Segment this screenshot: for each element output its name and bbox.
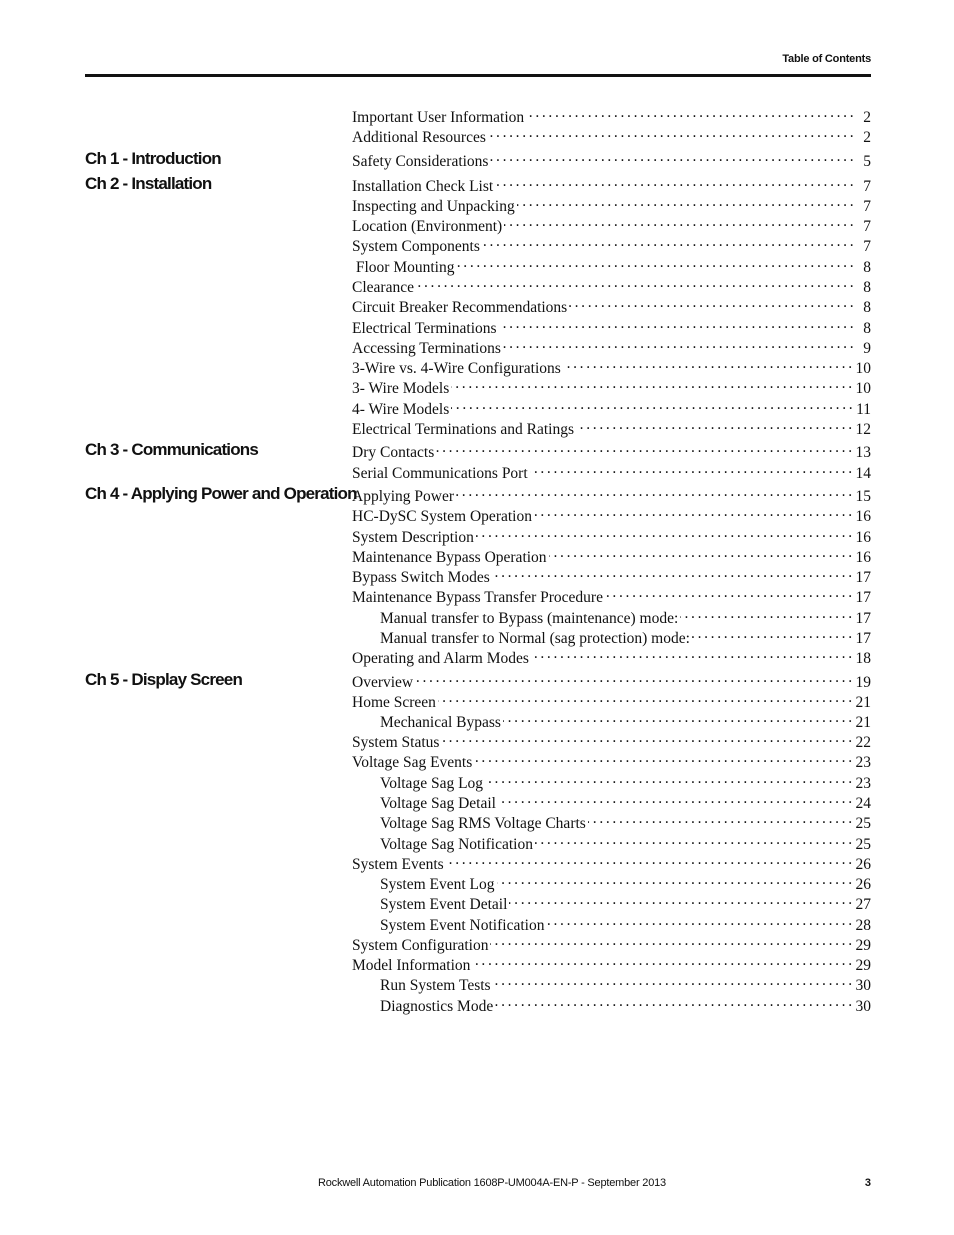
toc-subentry[interactable] bbox=[380, 976, 871, 996]
toc-entry-page: 29 bbox=[855, 957, 871, 974]
toc-dot-leader bbox=[498, 794, 852, 808]
chapter-heading: Ch 2 - Installation bbox=[85, 174, 212, 193]
toc-dot-leader bbox=[692, 629, 852, 643]
toc-entry-page: 23 bbox=[855, 775, 871, 792]
toc-subentry[interactable] bbox=[380, 794, 871, 814]
toc-entry-page: 17 bbox=[855, 630, 871, 647]
toc-dot-leader bbox=[680, 609, 851, 623]
toc-dot-leader bbox=[474, 753, 851, 767]
toc-dot-leader bbox=[492, 568, 852, 582]
toc-entry[interactable] bbox=[352, 400, 871, 420]
toc-entry[interactable] bbox=[352, 649, 871, 669]
toc-dot-leader bbox=[490, 152, 853, 166]
toc-entry-title: Important User Information bbox=[352, 109, 525, 126]
toc-dot-leader bbox=[563, 359, 852, 373]
toc-entry-title: Manual transfer to Bypass (maintenance) mode: bbox=[380, 610, 679, 627]
toc-entry-page: 16 bbox=[855, 508, 871, 525]
toc-entry-title: Clearance bbox=[352, 279, 414, 296]
toc-entry-page: 2 bbox=[863, 109, 871, 126]
toc-dot-leader bbox=[495, 997, 851, 1011]
toc-entry-title: Accessing Terminations bbox=[352, 340, 501, 357]
toc-dot-leader bbox=[497, 875, 852, 889]
toc-entry[interactable] bbox=[352, 197, 871, 217]
chapter-heading: Ch 4 - Applying Power and Operation bbox=[85, 484, 357, 503]
toc-dot-leader bbox=[605, 588, 852, 602]
toc-entry[interactable] bbox=[352, 855, 871, 875]
toc-entry-title: Voltage Sag Events bbox=[352, 754, 473, 771]
toc-entry-title: Voltage Sag RMS Voltage Charts bbox=[380, 815, 586, 832]
footer-page-number: 3 bbox=[864, 1177, 871, 1189]
toc-dot-leader bbox=[530, 464, 852, 478]
toc-entry[interactable] bbox=[352, 936, 871, 956]
toc-entry-page: 26 bbox=[855, 876, 871, 893]
toc-entry-page: 8 bbox=[863, 279, 871, 296]
toc-entry-page: 7 bbox=[863, 218, 871, 235]
toc-dot-leader bbox=[499, 319, 853, 333]
toc-entry-title: Run System Tests bbox=[380, 977, 491, 994]
toc-dot-leader bbox=[436, 443, 851, 457]
toc-subentry[interactable] bbox=[380, 609, 871, 629]
toc-dot-leader bbox=[503, 339, 853, 353]
toc-dot-leader bbox=[546, 916, 851, 930]
toc-entry-page: 17 bbox=[855, 610, 871, 627]
toc-entry-title: Safety Considerations bbox=[352, 153, 489, 170]
toc-entry-title: Location (Environment) bbox=[352, 218, 503, 235]
toc-entry-title: System Description bbox=[352, 529, 474, 546]
toc-subentry[interactable] bbox=[380, 629, 871, 649]
toc-entry[interactable] bbox=[352, 258, 871, 278]
toc-dot-leader bbox=[495, 177, 853, 191]
toc-entry-page: 8 bbox=[863, 320, 871, 337]
toc-dot-leader bbox=[451, 379, 851, 393]
toc-entry-title: Home Screen bbox=[352, 694, 436, 711]
toc-entry-title: Floor Mounting bbox=[352, 259, 455, 276]
toc-entry-page: 15 bbox=[855, 488, 871, 505]
toc-entry-page: 29 bbox=[855, 937, 871, 954]
toc-dot-leader bbox=[476, 528, 852, 542]
toc-entry-title: Overview bbox=[352, 674, 414, 691]
toc-entry[interactable] bbox=[352, 733, 871, 753]
toc-entry[interactable] bbox=[352, 693, 871, 713]
toc-entry-title: Installation Check List bbox=[352, 178, 494, 195]
running-head: Table of Contents bbox=[782, 53, 871, 65]
toc-entry-title: Inspecting and Unpacking bbox=[352, 198, 515, 215]
toc-entry-title: Voltage Sag Detail bbox=[380, 795, 496, 812]
toc-dot-leader bbox=[534, 507, 852, 521]
toc-dot-leader bbox=[490, 936, 851, 950]
toc-entry-page: 5 bbox=[863, 153, 871, 170]
toc-entry-title: Mechanical Bypass bbox=[380, 714, 501, 731]
toc-dot-leader bbox=[535, 835, 852, 849]
toc-entry-title: System Components bbox=[352, 238, 480, 255]
toc-subentry[interactable] bbox=[380, 814, 871, 834]
toc-entry-title: Dry Contacts bbox=[352, 444, 435, 461]
toc-entry-page: 14 bbox=[855, 465, 871, 482]
toc-dot-leader bbox=[526, 108, 853, 122]
toc-entry-page: 30 bbox=[855, 998, 871, 1015]
toc-entry-page: 26 bbox=[855, 856, 871, 873]
toc-entry-title: Manual transfer to Normal (sag protection) mode: bbox=[380, 630, 690, 647]
toc-dot-leader bbox=[517, 197, 853, 211]
chapter-heading: Ch 3 - Communications bbox=[85, 440, 259, 459]
toc-entry[interactable] bbox=[352, 177, 871, 197]
toc-dot-leader bbox=[588, 814, 852, 828]
toc-entry-title: 4- Wire Models bbox=[352, 401, 450, 418]
toc-subentry[interactable] bbox=[380, 997, 871, 1017]
toc-entry-title: Electrical Terminations and Ratings bbox=[352, 421, 575, 438]
toc-entry-title: System Event Detail bbox=[380, 896, 508, 913]
toc-dot-leader bbox=[509, 895, 851, 909]
toc-dot-leader bbox=[451, 400, 852, 414]
toc-entry-page: 17 bbox=[855, 569, 871, 586]
toc-subentry[interactable] bbox=[380, 895, 871, 915]
toc-entry-title: 3-Wire vs. 4-Wire Configurations bbox=[352, 360, 561, 377]
toc-subentry[interactable] bbox=[380, 916, 871, 936]
toc-entry-page: 10 bbox=[855, 380, 871, 397]
toc-entry-page: 8 bbox=[863, 299, 871, 316]
toc-entry-title: System Status bbox=[352, 734, 440, 751]
toc-entry[interactable] bbox=[352, 379, 871, 399]
toc-entry[interactable] bbox=[352, 128, 871, 148]
toc-dot-leader bbox=[485, 774, 851, 788]
toc-entry[interactable] bbox=[352, 673, 871, 693]
toc-entry[interactable] bbox=[352, 359, 871, 379]
toc-entry-title: 3- Wire Models bbox=[352, 380, 450, 397]
toc-dot-leader bbox=[415, 673, 851, 687]
toc-entry-page: 7 bbox=[863, 198, 871, 215]
toc-dot-leader bbox=[488, 128, 853, 142]
toc-entry-page: 16 bbox=[855, 529, 871, 546]
toc-dot-leader bbox=[441, 733, 851, 747]
toc-subentry[interactable] bbox=[380, 774, 871, 794]
header-rule bbox=[85, 74, 871, 77]
toc-entry-title: Serial Communications Port bbox=[352, 465, 528, 482]
toc-entry-page: 17 bbox=[855, 589, 871, 606]
toc-entry-page: 8 bbox=[863, 259, 871, 276]
toc-dot-leader bbox=[482, 237, 853, 251]
toc-entry-page: 19 bbox=[855, 674, 871, 691]
toc-dot-leader bbox=[472, 956, 851, 970]
toc-entry-page: 21 bbox=[855, 714, 871, 731]
toc-entry[interactable] bbox=[352, 528, 871, 548]
toc-entry[interactable] bbox=[352, 420, 871, 440]
chapter-heading: Ch 5 - Display Screen bbox=[85, 670, 243, 689]
toc-entry-title: Maintenance Bypass Transfer Procedure bbox=[352, 589, 603, 606]
toc-entry-title: Diagnostics Mode bbox=[380, 998, 494, 1015]
toc-dot-leader bbox=[446, 855, 852, 869]
toc-entry-page: 9 bbox=[863, 340, 871, 357]
toc-dot-leader bbox=[531, 649, 852, 663]
toc-entry-title: Voltage Sag Log bbox=[380, 775, 484, 792]
toc-subentry[interactable] bbox=[380, 713, 871, 733]
toc-subentry[interactable] bbox=[380, 835, 871, 855]
toc-dot-leader bbox=[503, 713, 852, 727]
toc-entry-page: 30 bbox=[855, 977, 871, 994]
toc-entry-title: HC-DySC System Operation bbox=[352, 508, 532, 525]
toc-entry-page: 23 bbox=[855, 754, 871, 771]
toc-entry[interactable] bbox=[352, 464, 871, 484]
toc-entry-title: Applying Power bbox=[352, 488, 455, 505]
toc-entry-page: 16 bbox=[855, 549, 871, 566]
toc-dot-leader bbox=[569, 298, 853, 312]
toc-entry-page: 11 bbox=[856, 401, 871, 418]
footer-publication: Rockwell Automation Publication 1608P-UM004A-EN-P - September 2013 bbox=[318, 1177, 666, 1189]
toc-entry-title: Additional Resources bbox=[352, 129, 486, 146]
toc-entry-title: Bypass Switch Modes bbox=[352, 569, 490, 586]
toc-entry-page: 13 bbox=[855, 444, 871, 461]
toc-entry-title: Maintenance Bypass Operation bbox=[352, 549, 547, 566]
toc-entry[interactable] bbox=[352, 956, 871, 976]
toc-entry-page: 25 bbox=[855, 815, 871, 832]
toc-entry-page: 28 bbox=[855, 917, 871, 934]
toc-entry-page: 24 bbox=[855, 795, 871, 812]
toc-entry[interactable] bbox=[352, 237, 871, 257]
toc-entry-title: System Event Log bbox=[380, 876, 495, 893]
toc-entry-page: 21 bbox=[855, 694, 871, 711]
toc-entry-title: System Event Notification bbox=[380, 917, 545, 934]
toc-entry-page: 12 bbox=[855, 421, 871, 438]
toc-entry[interactable] bbox=[352, 487, 871, 507]
toc-entry-page: 7 bbox=[863, 178, 871, 195]
toc-entry-title: Model Information bbox=[352, 957, 471, 974]
toc-entry[interactable] bbox=[352, 548, 871, 568]
toc-dot-leader bbox=[416, 278, 853, 292]
toc-entry-title: Operating and Alarm Modes bbox=[352, 650, 529, 667]
toc-entry[interactable] bbox=[352, 443, 871, 463]
chapter-heading: Ch 1 - Introduction bbox=[85, 149, 221, 168]
toc-entry[interactable] bbox=[352, 108, 871, 128]
toc-entry-title: Voltage Sag Notification bbox=[380, 836, 533, 853]
toc-entry[interactable] bbox=[352, 217, 871, 237]
toc-entry-page: 22 bbox=[855, 734, 871, 751]
toc-entry-page: 18 bbox=[855, 650, 871, 667]
toc-entry[interactable] bbox=[352, 319, 871, 339]
toc-entry[interactable] bbox=[352, 507, 871, 527]
toc-dot-leader bbox=[549, 548, 852, 562]
toc-entry-title: System Events bbox=[352, 856, 444, 873]
toc-entry[interactable] bbox=[352, 339, 871, 359]
toc-entry-title: Electrical Terminations bbox=[352, 320, 497, 337]
toc-dot-leader bbox=[576, 420, 851, 434]
toc-dot-leader bbox=[456, 258, 853, 272]
toc-entry-title: System Configuration bbox=[352, 937, 489, 954]
toc-subentry[interactable] bbox=[380, 875, 871, 895]
toc-entry-page: 2 bbox=[863, 129, 871, 146]
toc-entry-page: 25 bbox=[855, 836, 871, 853]
toc-entry[interactable] bbox=[352, 152, 871, 172]
toc-entry[interactable] bbox=[352, 298, 871, 318]
toc-entry[interactable] bbox=[352, 568, 871, 588]
toc-dot-leader bbox=[438, 693, 852, 707]
toc-dot-leader bbox=[504, 217, 853, 231]
toc-entry-title: Circuit Breaker Recommendations bbox=[352, 299, 568, 316]
toc-dot-leader bbox=[456, 487, 851, 501]
toc-entry-page: 27 bbox=[855, 896, 871, 913]
toc-entry-page: 7 bbox=[863, 238, 871, 255]
toc-entry-page: 10 bbox=[855, 360, 871, 377]
toc-entry[interactable] bbox=[352, 753, 871, 773]
toc-entry[interactable] bbox=[352, 588, 871, 608]
toc-entry[interactable] bbox=[352, 278, 871, 298]
toc-dot-leader bbox=[493, 976, 852, 990]
